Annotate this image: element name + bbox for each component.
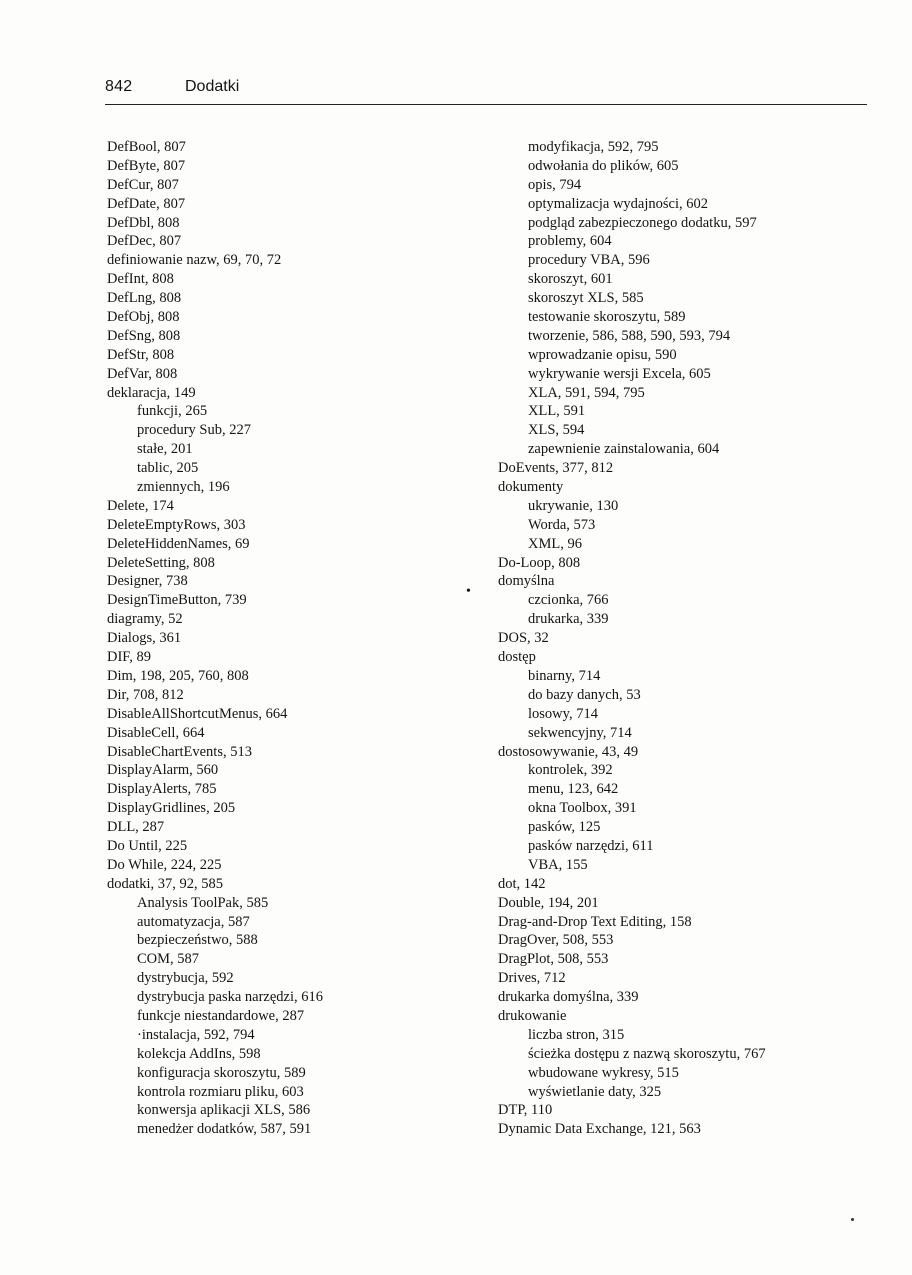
index-entry: diagramy, 52 bbox=[107, 611, 183, 628]
index-subentry: ścieżka dostępu z nazwą skoroszytu, 767 bbox=[528, 1045, 766, 1062]
index-entry: DefDate, 807 bbox=[107, 195, 186, 212]
index-subentry: wprowadzanie opisu, 590 bbox=[528, 346, 677, 363]
index-subentry: czcionka, 766 bbox=[528, 592, 609, 609]
index-subentry: kontrola rozmiaru pliku, 603 bbox=[137, 1083, 304, 1100]
header-divider bbox=[105, 104, 867, 105]
index-subentry: XML, 96 bbox=[528, 535, 582, 552]
index-subentry: menu, 123, 642 bbox=[528, 781, 619, 798]
index-subentry: bezpieczeństwo, 588 bbox=[137, 932, 258, 949]
index-entry: DisableAllShortcutMenus, 664 bbox=[107, 705, 288, 722]
index-entry: DragOver, 508, 553 bbox=[498, 932, 614, 949]
index-subentry: dystrybucja, 592 bbox=[137, 970, 234, 987]
index-subentry: automatyzacja, 587 bbox=[137, 913, 250, 930]
index-subentry: okna Toolbox, 391 bbox=[528, 800, 637, 817]
index-subentry: kontrolek, 392 bbox=[528, 762, 613, 779]
index-subentry: pasków narzędzi, 611 bbox=[528, 837, 654, 854]
page-number: 842 bbox=[105, 78, 133, 95]
index-entry: DesignTimeButton, 739 bbox=[107, 592, 247, 609]
index-entry: DOS, 32 bbox=[498, 630, 549, 647]
scan-speck bbox=[851, 1218, 854, 1221]
index-entry: DefCur, 807 bbox=[107, 176, 179, 193]
index-entry: DoEvents, 377, 812 bbox=[498, 460, 614, 477]
index-subentry: konfiguracja skoroszytu, 589 bbox=[137, 1064, 306, 1081]
index-subentry: zapewnienie zainstalowania, 604 bbox=[528, 441, 720, 458]
index-subentry: VBA, 155 bbox=[528, 856, 588, 873]
index-subentry: drukarka, 339 bbox=[528, 611, 609, 628]
index-entry: DisableChartEvents, 513 bbox=[107, 743, 252, 760]
index-subentry: funkcje niestandardowe, 287 bbox=[137, 1007, 305, 1024]
index-subentry: XLL, 591 bbox=[528, 403, 586, 420]
index-entry: DefLng, 808 bbox=[107, 290, 182, 307]
index-entry: Dim, 198, 205, 760, 808 bbox=[107, 667, 249, 684]
index-subentry: Analysis ToolPak, 585 bbox=[137, 894, 269, 911]
index-subentry: podgląd zabezpieczonego dodatku, 597 bbox=[528, 214, 757, 231]
index-subentry: testowanie skoroszytu, 589 bbox=[528, 309, 686, 326]
index-subentry: funkcji, 265 bbox=[137, 403, 208, 420]
index-entry: DisplayAlerts, 785 bbox=[107, 781, 217, 798]
index-subentry: dystrybucja paska narzędzi, 616 bbox=[137, 989, 324, 1006]
index-entry: Double, 194, 201 bbox=[498, 894, 599, 911]
index-subentry: opis, 794 bbox=[528, 176, 582, 193]
index-subentry: tablic, 205 bbox=[137, 460, 199, 477]
index-subentry: COM, 587 bbox=[137, 951, 200, 968]
index-subentry: binarny, 714 bbox=[528, 667, 601, 684]
index-subentry: ·instalacja, 592, 794 bbox=[137, 1026, 255, 1043]
index-entry: DeleteSetting, 808 bbox=[107, 554, 215, 571]
index-subentry: Worda, 573 bbox=[528, 516, 596, 533]
index-subentry: wyświetlanie daty, 325 bbox=[528, 1083, 662, 1100]
index-entry: DefObj, 808 bbox=[107, 309, 180, 326]
index-entry: Delete, 174 bbox=[107, 497, 174, 514]
index-subentry: procedury Sub, 227 bbox=[137, 422, 251, 439]
index-entry: DTP, 110 bbox=[498, 1102, 553, 1119]
index-entry: Designer, 738 bbox=[107, 573, 188, 590]
index-entry: definiowanie nazw, 69, 70, 72 bbox=[107, 252, 282, 269]
index-entry: DisplayGridlines, 205 bbox=[107, 800, 236, 817]
index-entry: DefDbl, 808 bbox=[107, 214, 180, 231]
index-entry: Do While, 224, 225 bbox=[107, 856, 222, 873]
index-entry: DefByte, 807 bbox=[107, 157, 186, 174]
index-entry: domyślna bbox=[498, 573, 555, 590]
index-entry: Drag-and-Drop Text Editing, 158 bbox=[498, 913, 692, 930]
index-entry: Do Until, 225 bbox=[107, 837, 188, 854]
index-subentry: menedżer dodatków, 587, 591 bbox=[137, 1121, 312, 1138]
index-entry: dot, 142 bbox=[498, 875, 546, 892]
index-entry: Drives, 712 bbox=[498, 970, 566, 987]
index-subentry: XLA, 591, 594, 795 bbox=[528, 384, 645, 401]
index-entry: drukarka domyślna, 339 bbox=[498, 989, 639, 1006]
index-subentry: kolekcja AddIns, 598 bbox=[137, 1045, 261, 1062]
index-entry: dostosowywanie, 43, 49 bbox=[498, 743, 639, 760]
index-subentry: stałe, 201 bbox=[137, 441, 193, 458]
index-entry: drukowanie bbox=[498, 1007, 567, 1024]
index-subentry: konwersja aplikacji XLS, 586 bbox=[137, 1102, 311, 1119]
section-title: Dodatki bbox=[185, 78, 240, 95]
index-subentry: losowy, 714 bbox=[528, 705, 598, 722]
index-entry: DefSng, 808 bbox=[107, 327, 181, 344]
index-entry: Dialogs, 361 bbox=[107, 630, 182, 647]
index-entry: DefVar, 808 bbox=[107, 365, 178, 382]
index-column-left bbox=[107, 138, 447, 1139]
index-entry: DeleteHiddenNames, 69 bbox=[107, 535, 250, 552]
index-entry: DragPlot, 508, 553 bbox=[498, 951, 609, 968]
index-subentry: XLS, 594 bbox=[528, 422, 585, 439]
index-subentry: procedury VBA, 596 bbox=[528, 252, 650, 269]
index-subentry: modyfikacja, 592, 795 bbox=[528, 139, 659, 155]
index-entry: DefInt, 808 bbox=[107, 271, 174, 288]
index-entry: DefBool, 807 bbox=[107, 139, 186, 155]
index-entry: dodatki, 37, 92, 585 bbox=[107, 875, 223, 892]
index-subentry: sekwencyjny, 714 bbox=[528, 724, 632, 741]
stray-bullet-mark: • bbox=[466, 584, 471, 599]
index-entry: Dir, 708, 812 bbox=[107, 686, 184, 703]
index-entry: Do-Loop, 808 bbox=[498, 554, 581, 571]
index-subentry: tworzenie, 586, 588, 590, 593, 794 bbox=[528, 327, 731, 344]
index-entry: DefDec, 807 bbox=[107, 233, 182, 250]
index-subentry: problemy, 604 bbox=[528, 233, 612, 250]
index-entry: dokumenty bbox=[498, 479, 564, 496]
index-entry: DefStr, 808 bbox=[107, 346, 175, 363]
index-subentry: wykrywanie wersji Excela, 605 bbox=[528, 365, 711, 382]
index-entry: DisableCell, 664 bbox=[107, 724, 205, 741]
index-entry: Dynamic Data Exchange, 121, 563 bbox=[498, 1121, 701, 1138]
index-entry: DLL, 287 bbox=[107, 819, 165, 836]
index-subentry: ukrywanie, 130 bbox=[528, 497, 619, 514]
index-subentry: wbudowane wykresy, 515 bbox=[528, 1064, 679, 1081]
index-subentry: optymalizacja wydajności, 602 bbox=[528, 195, 708, 212]
index-subentry: odwołania do plików, 605 bbox=[528, 157, 679, 174]
index-entry: DisplayAlarm, 560 bbox=[107, 762, 219, 779]
index-entry: DeleteEmptyRows, 303 bbox=[107, 516, 246, 533]
index-entry: deklaracja, 149 bbox=[107, 384, 196, 401]
index-subentry: liczba stron, 315 bbox=[528, 1026, 625, 1043]
index-subentry: do bazy danych, 53 bbox=[528, 686, 641, 703]
index-subentry: skoroszyt, 601 bbox=[528, 271, 613, 288]
index-entry: dostęp bbox=[498, 649, 536, 666]
index-subentry: zmiennych, 196 bbox=[137, 479, 230, 496]
index-entry: DIF, 89 bbox=[107, 649, 151, 666]
index-subentry: skoroszyt XLS, 585 bbox=[528, 290, 644, 307]
index-subentry: pasków, 125 bbox=[528, 819, 601, 836]
index-column-right bbox=[498, 138, 858, 1139]
